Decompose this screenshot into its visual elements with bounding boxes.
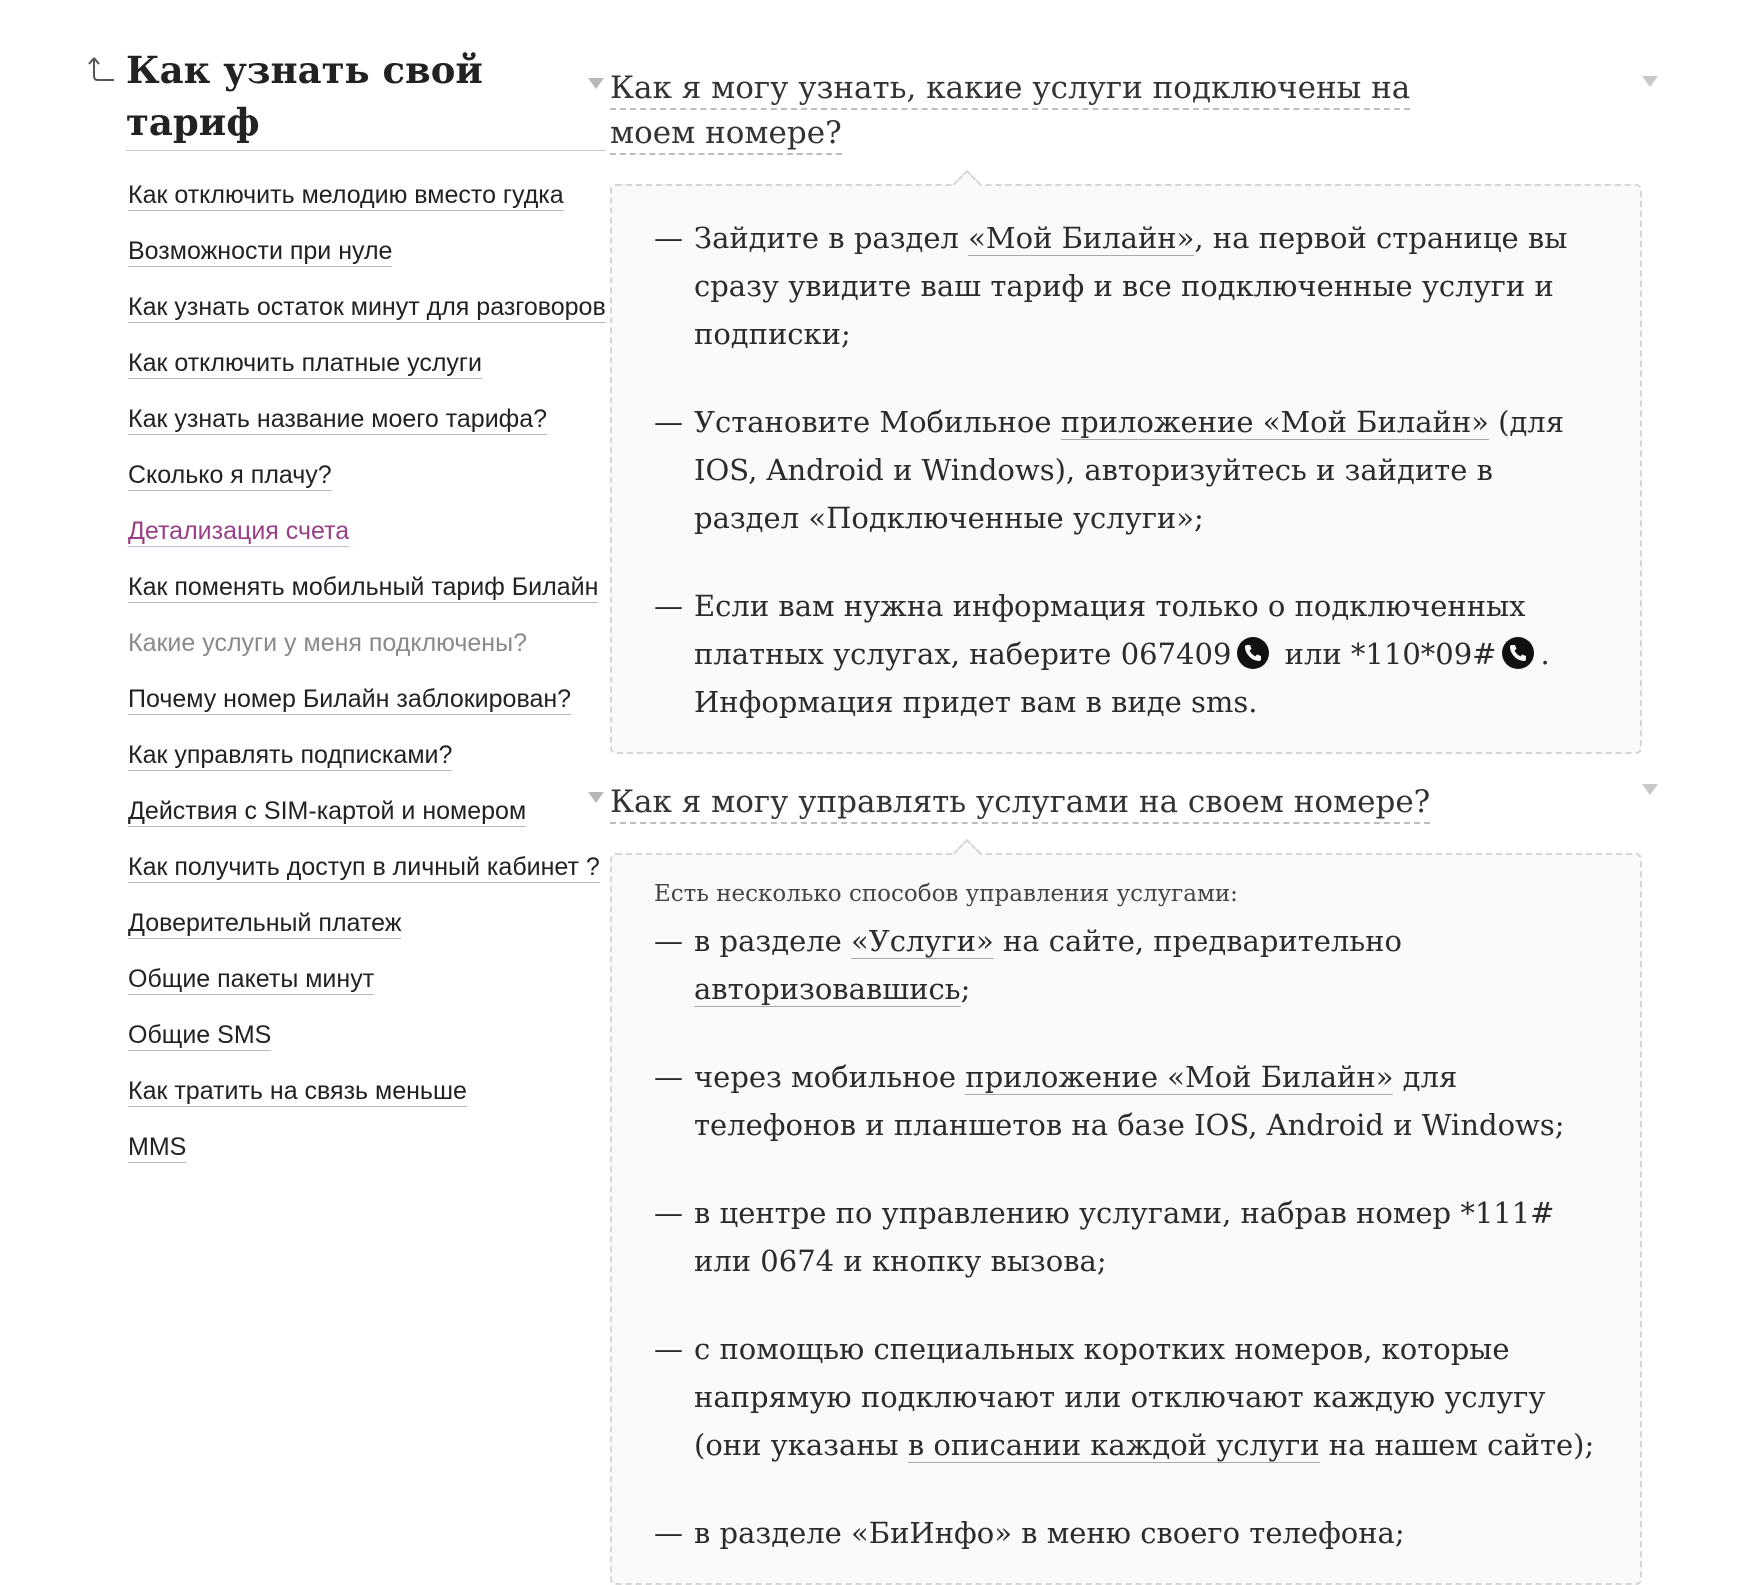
- text: , на первой странице вы сразу увидите ваш тариф и все подключенные услуги и подписки;: [694, 221, 1568, 351]
- triangle-down-icon[interactable]: [1642, 76, 1658, 87]
- sidebar-link[interactable]: Как узнать название моего тарифа?: [128, 405, 548, 433]
- sidebar-link[interactable]: Возможности при нуле: [128, 237, 393, 265]
- faq-question-link[interactable]: Как я могу управлять услугами на своем номере?: [610, 784, 1430, 824]
- dash: —: [654, 405, 683, 439]
- triangle-down-icon: [588, 792, 604, 803]
- faq-question-1[interactable]: [588, 66, 1430, 156]
- sidebar-item: [128, 1129, 606, 1165]
- sidebar-item: [128, 457, 606, 493]
- login-link[interactable]: авторизовавшись: [694, 972, 961, 1006]
- sidebar-item: [128, 177, 606, 213]
- sidebar-link[interactable]: Сколько я плачу?: [128, 461, 332, 489]
- triangle-down-icon: [588, 78, 604, 89]
- sidebar-link[interactable]: Как управлять подписками?: [128, 741, 453, 769]
- paragraph-text: в разделе «БиИнфо» в меню своего телефона;: [694, 1516, 1405, 1550]
- text: на нашем сайте);: [1319, 1428, 1595, 1462]
- triangle-down-icon[interactable]: [1642, 784, 1658, 795]
- sidebar-item: [128, 289, 606, 325]
- sidebar-title[interactable]: Как узнать свой тариф: [126, 44, 606, 151]
- sidebar-link[interactable]: Действия с SIM-картой и номером: [128, 797, 527, 825]
- answer-paragraph: [654, 1053, 1600, 1149]
- dash: —: [654, 1060, 683, 1094]
- service-description-link[interactable]: в описании каждой услуги: [907, 1428, 1320, 1462]
- answer-paragraph: [654, 398, 1600, 542]
- back-arrow-icon[interactable]: [86, 54, 116, 84]
- paragraph-text: [694, 917, 1600, 1013]
- sidebar-item: [128, 569, 606, 605]
- paragraph-text: [694, 582, 1600, 726]
- sidebar-item: [128, 233, 606, 269]
- text: Зайдите в раздел: [694, 221, 969, 255]
- app-link[interactable]: приложение «Мой Билайн»: [1060, 405, 1489, 439]
- sidebar-item: [128, 961, 606, 997]
- sidebar-link[interactable]: Как отключить мелодию вместо гудка: [128, 181, 564, 209]
- sidebar-item: [128, 905, 606, 941]
- sidebar-item: [128, 1017, 606, 1053]
- sidebar-list: [128, 177, 606, 1165]
- sidebar-link[interactable]: Общие пакеты минут: [128, 965, 375, 993]
- sidebar-item-current: [128, 625, 606, 661]
- sidebar-header: [86, 44, 606, 151]
- sidebar-link[interactable]: Как отключить платные услуги: [128, 349, 483, 377]
- text: . Информация придет вам в виде sms.: [694, 637, 1550, 719]
- sidebar-link-visited[interactable]: Детализация счета: [128, 517, 350, 545]
- app-link[interactable]: приложение «Мой Билайн»: [965, 1060, 1394, 1094]
- answer-intro: Есть несколько способов управления услугами:: [654, 881, 1238, 907]
- sidebar-item-visited: [128, 513, 606, 549]
- sidebar-item: [128, 345, 606, 381]
- faq-question-link[interactable]: Как я могу узнать, какие услуги подключены на моем номере?: [610, 70, 1410, 155]
- text: Установите Мобильное: [694, 405, 1061, 439]
- answer-paragraph: [654, 1189, 1600, 1285]
- dash: —: [654, 1196, 683, 1230]
- paragraph-text: [694, 214, 1600, 358]
- sidebar-link[interactable]: Доверительный платеж: [128, 909, 402, 937]
- answer-paragraph: [654, 917, 1600, 1013]
- dash: —: [654, 589, 683, 623]
- faq-item-2: [588, 780, 1668, 1585]
- sidebar-link[interactable]: Как получить доступ в личный кабинет ?: [128, 853, 600, 881]
- sidebar-link[interactable]: Общие SMS: [128, 1021, 272, 1049]
- sidebar-link[interactable]: Почему номер Билайн заблокирован?: [128, 685, 572, 713]
- text: для телефонов и планшетов на базе IOS, Android и Windows;: [694, 1060, 1565, 1142]
- sidebar-item: [128, 1073, 606, 1109]
- faq-answer-2: [610, 853, 1642, 1585]
- sidebar-item: [128, 793, 606, 829]
- text: (для IOS, Android и Windows), авторизуйтесь и зайдите в раздел «Подключенные услуги»;: [694, 405, 1565, 535]
- text: через мобильное: [694, 1060, 966, 1094]
- sidebar-link[interactable]: MMS: [128, 1133, 187, 1161]
- text: или *110*09#: [1275, 637, 1497, 671]
- text: на сайте, предварительно: [993, 924, 1402, 958]
- sidebar-item: [128, 401, 606, 437]
- phone-call-icon[interactable]: [1502, 637, 1534, 669]
- callout-notch: [953, 839, 981, 867]
- dash: —: [654, 1332, 683, 1366]
- answer-paragraph: [654, 1509, 1600, 1557]
- sidebar-item: [128, 737, 606, 773]
- faq-content: [588, 66, 1668, 1585]
- sidebar-item: [128, 681, 606, 717]
- answer-paragraph: [654, 214, 1600, 358]
- text: в разделе: [694, 924, 852, 958]
- sidebar-link[interactable]: Как тратить на связь меньше: [128, 1077, 467, 1105]
- dash: —: [654, 1516, 683, 1550]
- paragraph-text: в центре по управлению услугами, набрав номер *111# или 0674 и кнопку вызова;: [694, 1196, 1555, 1278]
- faq-answer-1: [610, 184, 1642, 754]
- text: с помощью специальных коротких номеров, которые напрямую подключают или отключают каждую услугу (они указаны: [694, 1332, 1546, 1462]
- faq-question-2[interactable]: [588, 780, 1668, 825]
- paragraph-text: [694, 398, 1600, 542]
- answer-paragraph: [654, 582, 1600, 726]
- answer-paragraph: [654, 1325, 1600, 1469]
- services-link[interactable]: «Услуги»: [851, 924, 994, 958]
- sidebar-link[interactable]: Как поменять мобильный тариф Билайн: [128, 573, 599, 601]
- sidebar-link[interactable]: Как узнать остаток минут для разговоров: [128, 293, 606, 321]
- text: ;: [960, 972, 971, 1006]
- paragraph-text: [694, 1325, 1600, 1469]
- dash: —: [654, 221, 683, 255]
- phone-call-icon[interactable]: [1237, 637, 1269, 669]
- sidebar-current-label: Какие услуги у меня подключены?: [128, 629, 527, 657]
- dash: —: [654, 924, 683, 958]
- paragraph-text: [694, 1053, 1600, 1149]
- callout-notch: [953, 170, 981, 198]
- my-beeline-link[interactable]: «Мой Билайн»: [968, 221, 1195, 255]
- sidebar-item: [128, 849, 606, 885]
- sidebar: [86, 44, 606, 1185]
- text: Если вам нужна информация только о подключенных платных услугах, наберите 067409: [694, 589, 1526, 671]
